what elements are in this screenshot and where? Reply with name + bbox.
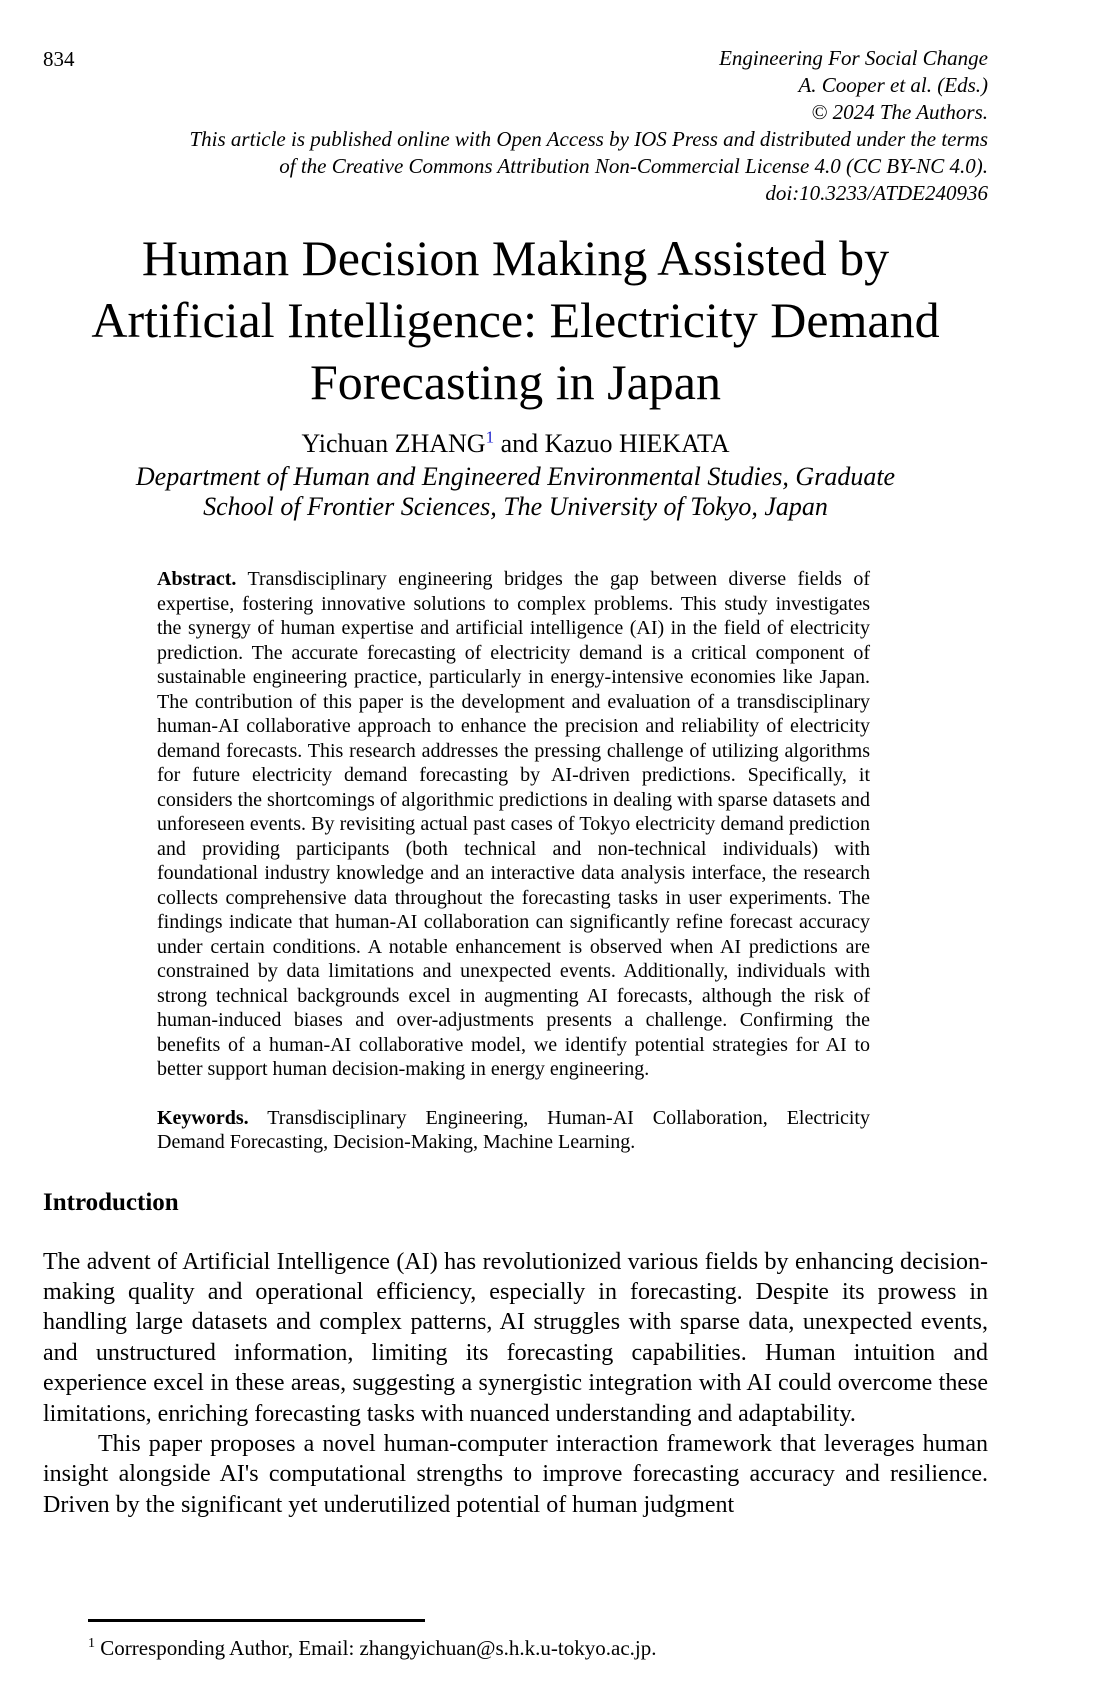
affiliation-line: Department of Human and Engineered Environmental Studies, Graduate <box>135 462 896 491</box>
paper-title-line: Artificial Intelligence: Electricity Demand <box>91 292 940 348</box>
footnote-rule <box>88 1619 425 1622</box>
intro-paragraph-1: The advent of Artificial Intelligence (AI) has revolutionized various fields by enhancing decision-making quality and operational efficiency, especially in forecasting. Despite its prowess in handling large datasets and complex patterns, AI struggles with sparse data, unexpected events, and unstructured information, limiting its forecasting capabilities. Human intuition and experience excel in these areas, suggesting a synergistic integration with AI could overcome these limitations, enriching forecasting tasks with nuanced understanding and adaptability. <box>43 1248 988 1427</box>
page-number: 834 <box>43 47 75 71</box>
section-heading-introduction: Introduction <box>43 1188 179 1216</box>
footnote-block <box>88 1619 656 1661</box>
paper-title <box>43 227 988 413</box>
footnote-marker: 1 <box>88 1636 95 1651</box>
doi-line: doi:10.3233/ATDE240936 <box>765 181 988 205</box>
keywords-text: Transdisciplinary Engineering, Human-AI Collaboration, Electricity Demand Forecasting, Decision-Making, Machine Learning. <box>157 1106 870 1153</box>
author-footnote-link[interactable]: 1 <box>485 427 495 447</box>
running-head-line: Engineering For Social Change <box>719 46 988 70</box>
authors-line <box>43 428 988 460</box>
paper-title-line: Forecasting in Japan <box>309 354 721 410</box>
affiliation <box>43 462 988 522</box>
running-head-line: A. Cooper et al. (Eds.) <box>798 73 988 97</box>
running-head-line: of the Creative Commons Attribution Non-Commercial License 4.0 (CC BY-NC 4.0). <box>279 154 988 178</box>
keywords-paragraph <box>157 1106 870 1155</box>
intro-paragraph-2: This paper proposes a novel human-computer interaction framework that leverages human insight alongside AI's computational strengths to improve forecasting accuracy and resilience. Driven by the significant yet underutilized potential of human judgment <box>43 1430 988 1518</box>
running-head-line: © 2024 The Authors. <box>811 100 988 124</box>
affiliation-line: School of Frontier Sciences, The University of Tokyo, Japan <box>203 492 828 521</box>
author-name-first: Yichuan ZHANG <box>301 429 486 458</box>
running-header <box>43 45 988 207</box>
footnote-text: Corresponding Author, Email: zhangyichuan@s.h.k.u-tokyo.ac.jp. <box>100 1636 657 1660</box>
keywords-label: Keywords. <box>157 1106 249 1129</box>
abstract-paragraph <box>157 567 870 1082</box>
abstract-label: Abstract. <box>157 568 237 590</box>
paper-title-line: Human Decision Making Assisted by <box>141 230 890 286</box>
running-head-line: This article is published online with Open Access by IOS Press and distributed under the terms <box>189 127 988 151</box>
author-name-rest: and Kazuo HIEKATA <box>500 429 730 458</box>
footnote-text-line <box>88 1635 656 1661</box>
abstract-text: Transdisciplinary engineering bridges the gap between diverse fields of expertise, fostering innovative solutions to complex problems. This study investigates the synergy of human expertise and artificial intelligence (AI) in the field of electricity prediction. The accurate forecasting of electricity demand is a critical component of sustainable engineering practice, particularly in energy-intensive economies like Japan. The contribution of this paper is the development and evaluation of a transdisciplinary human-AI collaborative approach to enhance the precision and reliability of electricity demand forecasts. This research addresses the pressing challenge of utilizing algorithms for future electricity demand forecasting by AI-driven predictions. Specifically, it considers the shortcomings of algorithmic predictions in dealing with sparse datasets and unforeseen events. By revisiting actual past cases of Tokyo electricity demand prediction and providing participants (both technical and non-technical individuals) with foundational industry knowledge and an interactive data analysis interface, the research collects comprehensive data throughout the forecasting tasks in user experiments. The findings indicate that human-AI collaboration can significantly refine forecast accuracy under certain conditions. A notable enhancement is observed when AI predictions are constrained by data limitations and unexpected events. Additionally, individuals with strong technical backgrounds excel in augmenting AI forecasts, although the risk of human-induced biases and over-adjustments presents a challenge. Confirming the benefits of a human-AI collaborative model, we identify potential strategies for AI to better support human decision-making in energy engineering. <box>157 568 871 1080</box>
running-head-block <box>43 45 988 207</box>
